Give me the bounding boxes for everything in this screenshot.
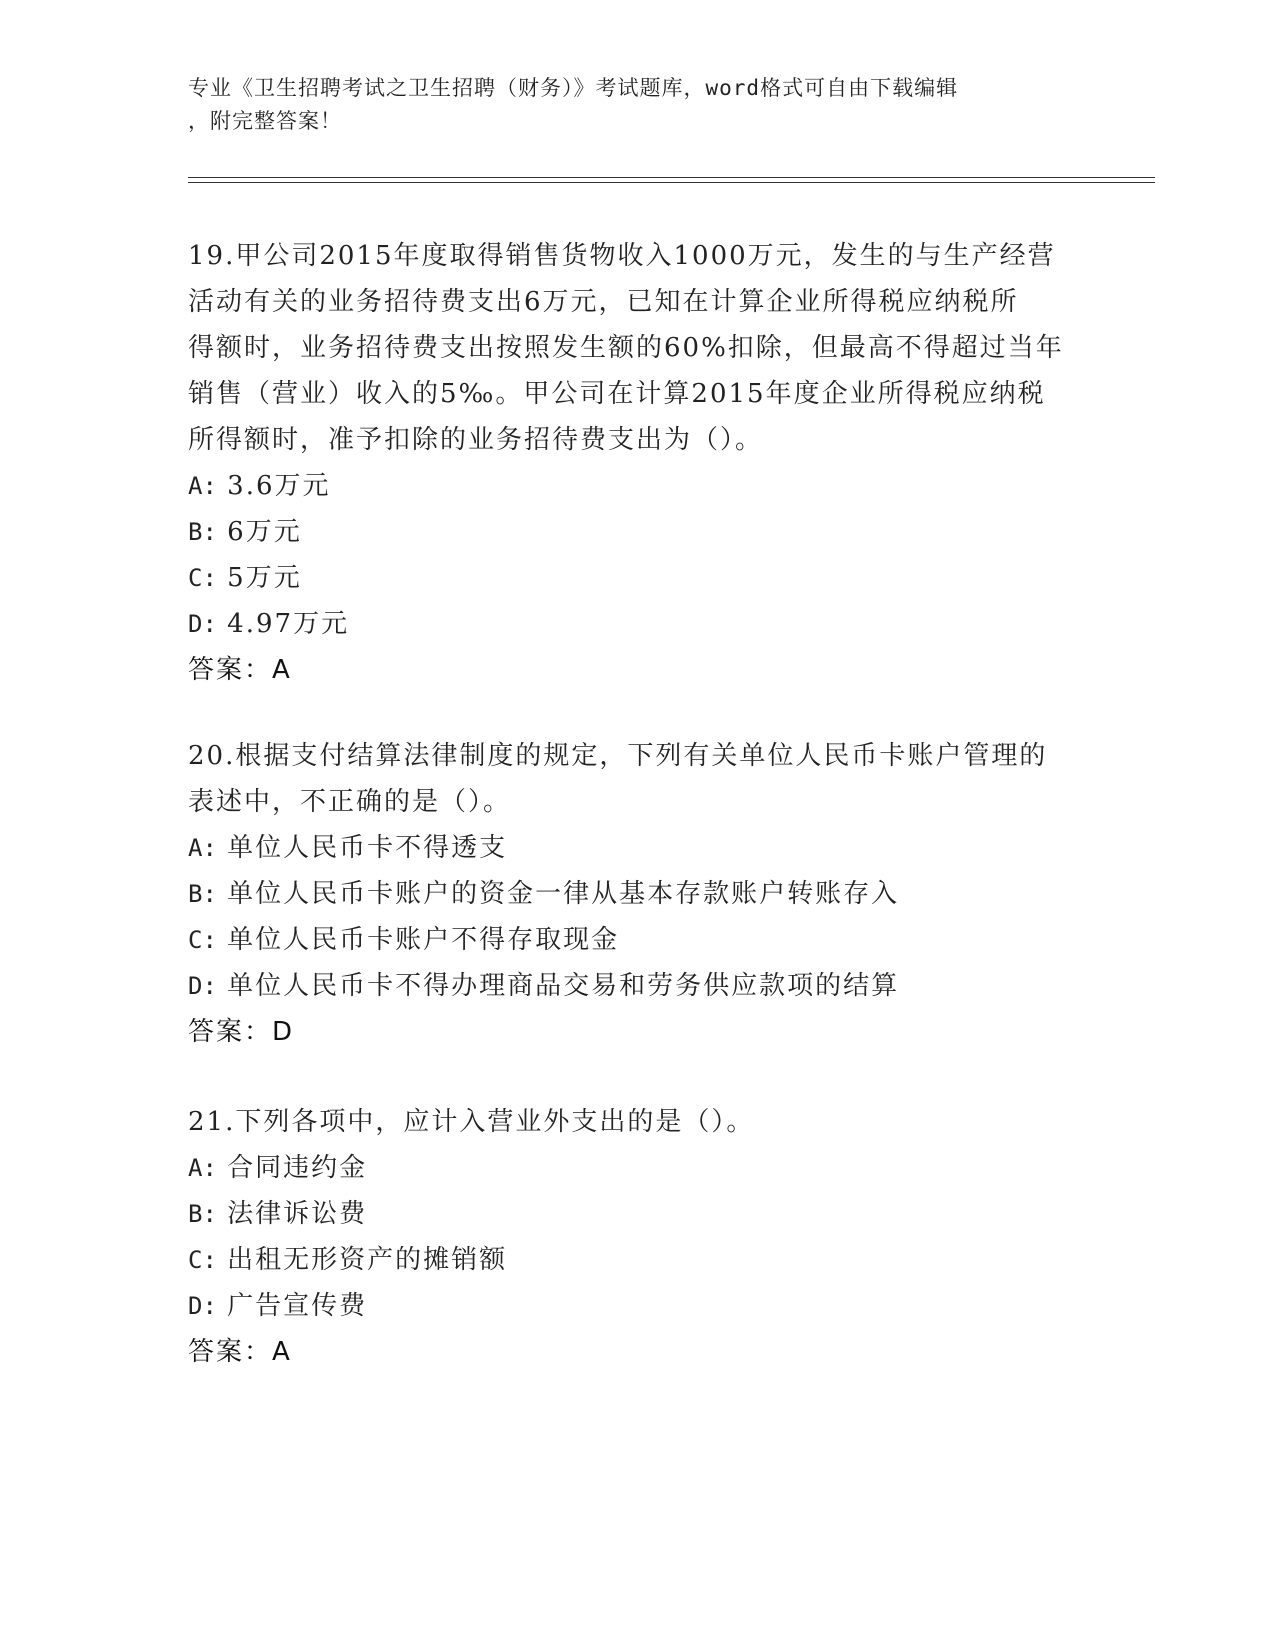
option-d	[188, 601, 1088, 647]
option-letter: B:	[188, 880, 217, 908]
option-letter: B:	[188, 518, 217, 546]
option-text: 广告宣传费	[227, 1291, 368, 1321]
option-a	[188, 1145, 1088, 1191]
header-line-1: 专业《卫生招聘考试之卫生招聘（财务）》考试题库，word格式可自由下载编辑	[188, 76, 959, 100]
header-divider-bottom	[188, 182, 1155, 183]
option-text: 出租无形资产的摊销额	[227, 1245, 508, 1275]
header-divider-top	[188, 177, 1155, 178]
option-letter: D:	[188, 972, 217, 1000]
stem-line: 所得额时，准予扣除的业务招待费支出为（）。	[188, 425, 764, 455]
question-stem	[188, 1099, 1088, 1145]
option-b	[188, 509, 1088, 555]
option-text: 6万元	[227, 517, 302, 547]
option-d	[188, 963, 1088, 1009]
option-d	[188, 1283, 1088, 1329]
stem-line: 表述中，不正确的是（）。	[188, 787, 512, 817]
option-text: 5万元	[227, 563, 302, 593]
option-text: 合同违约金	[227, 1153, 368, 1183]
stem-line: 19.甲公司2015年度取得销售货物收入1000万元，发生的与生产经营	[188, 241, 1056, 271]
option-a	[188, 825, 1088, 871]
option-b	[188, 1191, 1088, 1237]
option-text: 单位人民币卡不得办理商品交易和劳务供应款项的结算	[227, 971, 900, 1001]
answer-label: 答案：D	[188, 1017, 295, 1047]
option-text: 单位人民币卡账户的资金一律从基本存款账户转账存入	[227, 879, 900, 909]
question-21	[188, 1099, 1088, 1375]
option-text: 4.97万元	[227, 609, 350, 639]
option-text: 法律诉讼费	[227, 1199, 368, 1229]
header-line-2: ，附完整答案！	[188, 109, 342, 133]
question-19	[188, 233, 1088, 693]
question-20	[188, 733, 1088, 1055]
option-c	[188, 917, 1088, 963]
stem-line: 20.根据支付结算法律制度的规定，下列有关单位人民币卡账户管理的	[188, 741, 1048, 771]
option-letter: D:	[188, 610, 217, 638]
document-header	[188, 72, 1068, 138]
option-letter: A:	[188, 834, 217, 862]
answer-label: 答案：A	[188, 1337, 292, 1367]
option-letter: C:	[188, 1246, 217, 1274]
option-letter: D:	[188, 1292, 217, 1320]
option-text: 单位人民币卡不得透支	[227, 833, 508, 863]
answer-label: 答案：A	[188, 655, 292, 685]
option-letter: A:	[188, 1154, 217, 1182]
option-c	[188, 1237, 1088, 1283]
stem-line: 21.下列各项中，应计入营业外支出的是（）。	[188, 1107, 755, 1137]
option-text: 单位人民币卡账户不得存取现金	[227, 925, 620, 955]
option-letter: B:	[188, 1200, 217, 1228]
option-text: 3.6万元	[227, 471, 331, 501]
stem-line: 销售（营业）收入的5‰。甲公司在计算2015年度企业所得税应纳税	[188, 379, 1046, 409]
stem-line: 活动有关的业务招待费支出6万元，已知在计算企业所得税应纳税所	[188, 287, 1019, 317]
option-letter: A:	[188, 472, 217, 500]
option-c	[188, 555, 1088, 601]
option-letter: C:	[188, 564, 217, 592]
question-stem	[188, 733, 1088, 825]
stem-line: 得额时，业务招待费支出按照发生额的60%扣除，但最高不得超过当年	[188, 333, 1064, 363]
option-b	[188, 871, 1088, 917]
option-letter: C:	[188, 926, 217, 954]
question-stem	[188, 233, 1088, 463]
option-a	[188, 463, 1088, 509]
